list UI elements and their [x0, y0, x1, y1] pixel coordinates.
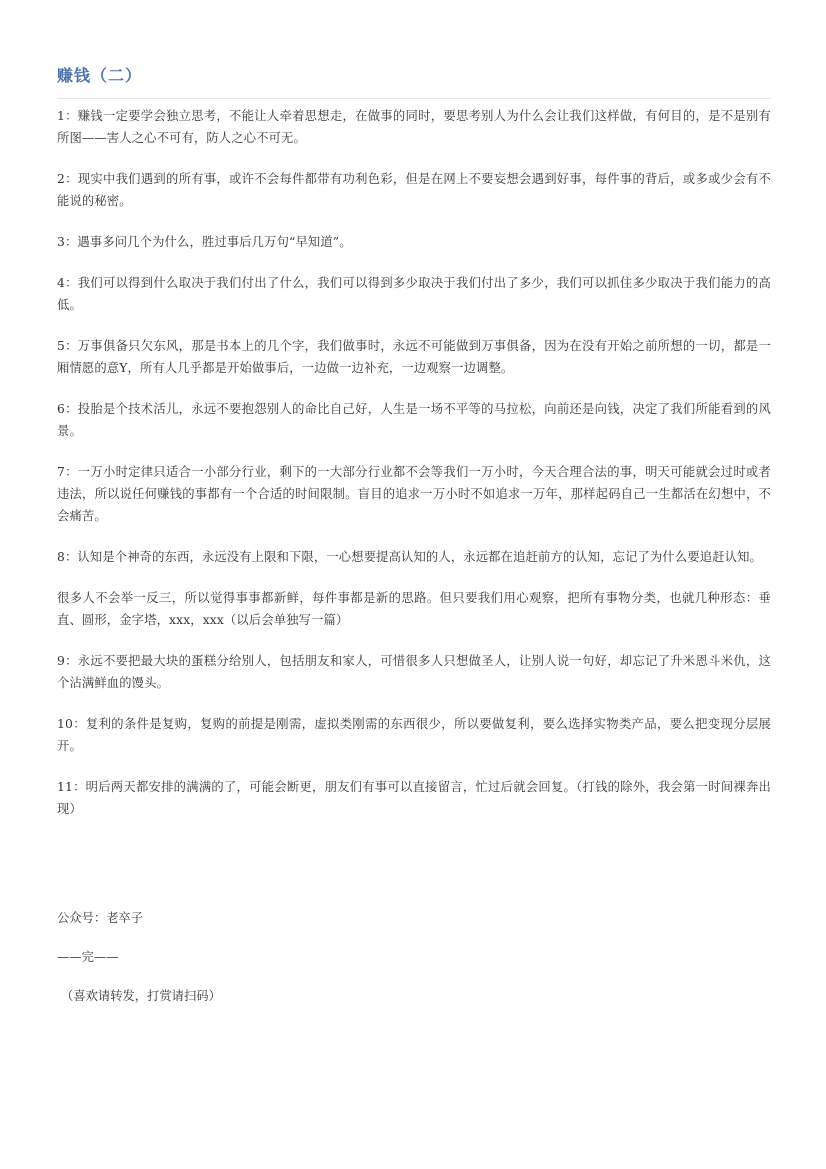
paragraph-5: 5：万事俱备只欠东风，那是书本上的几个字，我们做事时，永远不可能做到万事俱备，因为在没有开始之前所想的一切，都是一厢情愿的意Y，所有人几乎都是开始做事后，一边做一边补充，一边观察一边调整。 — [57, 339, 771, 375]
paragraph-11: 11：明后两天都安排的满满的了，可能会断更，朋友们有事可以直接留言，忙过后就会回复。（打钱的除外，我会第一时间裸奔出现） — [57, 780, 771, 816]
paragraph-6: 6：投胎是个技术活儿，永远不要抱怨别人的命比自己好，人生是一场不平等的马拉松，向前还是向钱，决定了我们所能看到的风景。 — [57, 402, 771, 438]
paragraph-2: 2：现实中我们遇到的所有事，或许不会每件都带有功利色彩，但是在网上不要妄想会遇到好事，每件事的背后，或多或少会有不能说的秘密。 — [57, 172, 771, 208]
paragraph-8-extra: 很多人不会举一反三，所以觉得事事都新鲜，每件事都是新的思路。但只要我们用心观察，把所有事物分类，也就几种形态：垂直、圆形，金字塔，xxx，xxx（以后会单独写一篇） — [57, 591, 771, 627]
spacer — [57, 839, 771, 907]
article — [57, 62, 771, 1024]
account-name: 公众号：老卒子 — [57, 911, 144, 925]
paragraph-1: 1：赚钱一定要学会独立思考，不能让人牵着思想走，在做事的同时，要思考别人为什么会让我们这样做，有何目的，是不是别有所图——害人之心不可有，防人之心不可无。 — [57, 109, 771, 145]
article-title: 赚钱（二） — [57, 66, 143, 85]
paragraph-7: 7：一万小时定律只适合一小部分行业，剩下的一大部分行业都不会等我们一万小时，今天合理合法的事，明天可能就会过时或者违法，所以说任何赚钱的事都有一个合适的时间限制。盲目的追求一万小时不如追求一万年，那样起码自己一生都活在幻想中，不会痛苦。 — [57, 465, 771, 523]
paragraph-10: 10：复利的条件是复购，复购的前提是刚需，虚拟类刚需的东西很少，所以要做复利，要么选择实物类产品，要么把变现分层展开。 — [57, 717, 771, 753]
paragraph-8: 8：认知是个神奇的东西，永远没有上限和下限，一心想要提高认知的人，永远都在追赶前方的认知，忘记了为什么要追赶认知。 — [57, 550, 763, 564]
end-mark: ——完—— — [57, 950, 119, 964]
paragraph-4: 4：我们可以得到什么取决于我们付出了什么，我们可以得到多少取决于我们付出了多少，我们可以抓住多少取决于我们能力的高低。 — [57, 276, 771, 312]
title-divider — [57, 98, 771, 99]
paragraph-3: 3：遇事多问几个为什么，胜过事后几万句“早知道”。 — [57, 235, 352, 249]
paragraph-9: 9：永远不要把最大块的蛋糕分给别人，包括朋友和家人，可惜很多人只想做圣人，让别人说一句好，却忘记了升米恩斗米仇，这个沾满鲜血的馒头。 — [57, 654, 771, 690]
share-note: （喜欢请转发，打赏请扫码） — [61, 989, 221, 1003]
